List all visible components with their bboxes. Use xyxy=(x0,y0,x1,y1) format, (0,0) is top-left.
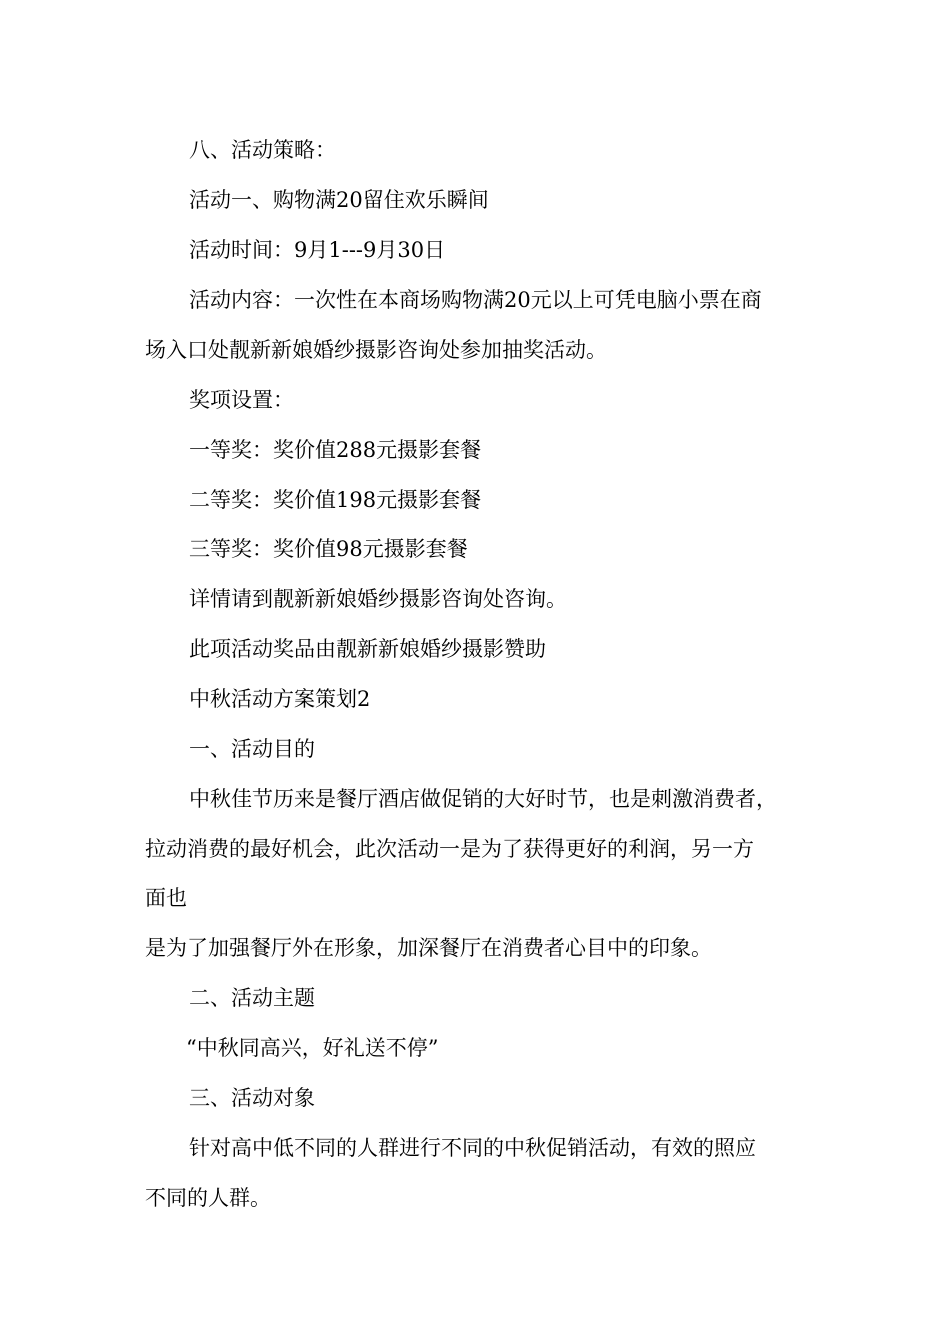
purpose-line-4: 是为了加强餐厅外在形象，加深餐厅在消费者心目中的印象。 xyxy=(145,936,712,960)
plan-2-title: 中秋活动方案策划2 xyxy=(189,687,371,711)
purpose-line-1: 中秋佳节历来是餐厅酒店做促销的大好时节，也是刺激消费者， xyxy=(189,787,777,811)
section-heading-theme: 二、活动主题 xyxy=(189,986,315,1010)
activity-time: 活动时间：9月1---9月30日 xyxy=(189,238,446,262)
section-heading-strategy: 八、活动策略： xyxy=(189,138,336,162)
audience-line-1: 针对高中低不同的人群进行不同的中秋促销活动，有效的照应 xyxy=(189,1136,756,1160)
theme-slogan: “中秋同高兴，好礼送不停” xyxy=(186,1036,439,1060)
third-prize: 三等奖：奖价值98元摄影套餐 xyxy=(189,537,468,561)
sponsor-note: 此项活动奖品由靓新新娘婚纱摄影赞助 xyxy=(189,637,546,661)
activity-content-line-2: 场入口处靓新新娘婚纱摄影咨询处参加抽奖活动。 xyxy=(145,338,607,362)
section-heading-purpose: 一、活动目的 xyxy=(189,737,315,761)
activity-content-line-1: 活动内容：一次性在本商场购物满20元以上可凭电脑小票在商 xyxy=(189,288,762,312)
purpose-line-2: 拉动消费的最好机会，此次活动一是为了获得更好的利润，另一方 xyxy=(145,837,754,861)
section-heading-audience: 三、活动对象 xyxy=(189,1086,315,1110)
first-prize: 一等奖：奖价值288元摄影套餐 xyxy=(189,438,482,462)
prize-settings-label: 奖项设置： xyxy=(189,388,294,412)
activity-one-title: 活动一、购物满20留住欢乐瞬间 xyxy=(189,188,489,212)
purpose-line-3: 面也 xyxy=(145,886,187,910)
second-prize: 二等奖：奖价值198元摄影套餐 xyxy=(189,488,482,512)
details-note: 详情请到靓新新娘婚纱摄影咨询处咨询。 xyxy=(189,587,567,611)
audience-line-2: 不同的人群。 xyxy=(145,1186,271,1210)
